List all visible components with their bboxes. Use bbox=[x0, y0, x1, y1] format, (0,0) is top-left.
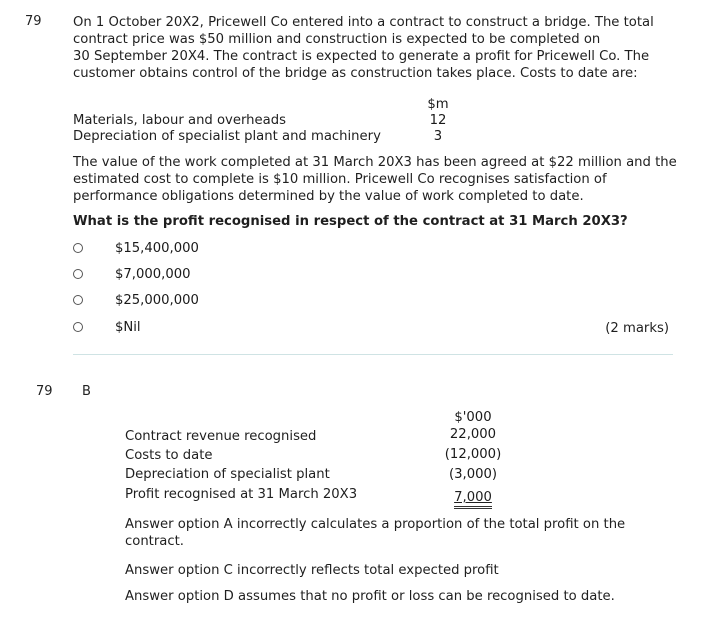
question-stem bbox=[73, 14, 654, 82]
stem-line: contract price was $50 million and construction is expected to be completed on bbox=[73, 32, 601, 47]
costs-row-value: 3 bbox=[433, 129, 443, 144]
answer-row-value: 22,000 bbox=[449, 427, 497, 442]
info-line: estimated cost to complete is $10 million. Pricewell Co recognises satisfaction of bbox=[73, 172, 607, 187]
answer-row-label: Depreciation of specialist plant bbox=[125, 467, 330, 482]
option-a[interactable] bbox=[73, 240, 673, 258]
question-info bbox=[73, 154, 677, 205]
option-label[interactable]: $7,000,000 bbox=[115, 267, 191, 282]
answer-letter: B bbox=[82, 384, 91, 399]
costs-row-label: Depreciation of specialist plant and machinery bbox=[73, 129, 381, 144]
explanation-line: Answer option D assumes that no profit or loss can be recognised to date. bbox=[125, 589, 615, 604]
answer-number: 79 bbox=[36, 384, 53, 399]
option-label[interactable]: $25,000,000 bbox=[115, 293, 199, 308]
option-label[interactable]: $15,400,000 bbox=[115, 241, 199, 256]
info-line: performance obligations determined by the value of work completed to date. bbox=[73, 189, 584, 204]
stem-line: 30 September 20X4. The contract is expected to generate a profit for Pricewell Co. The bbox=[73, 49, 650, 64]
stem-line: On 1 October 20X2, Pricewell Co entered into a contract to construct a bridge. The total bbox=[73, 15, 654, 30]
radio-button[interactable] bbox=[73, 243, 83, 253]
marks-label: (2 marks) bbox=[605, 321, 669, 336]
stem-line: customer obtains control of the bridge as construction takes place. Costs to date are: bbox=[73, 66, 638, 81]
answer-row-label: Contract revenue recognised bbox=[125, 429, 317, 444]
info-line: The value of the work completed at 31 March 20X3 has been agreed at $22 million and the bbox=[73, 155, 677, 170]
option-b[interactable] bbox=[73, 266, 673, 284]
divider bbox=[73, 354, 673, 355]
option-label[interactable]: $Nil bbox=[115, 320, 141, 335]
costs-unit-header: $m bbox=[427, 97, 449, 112]
answer-row-label: Costs to date bbox=[125, 448, 213, 463]
explanation-line: Answer option A incorrectly calculates a proportion of the total profit on the bbox=[125, 517, 626, 532]
answer-row-value: (3,000) bbox=[448, 467, 498, 482]
radio-button[interactable] bbox=[73, 269, 83, 279]
option-c[interactable] bbox=[73, 292, 673, 310]
answer-row-value: (12,000) bbox=[444, 447, 502, 462]
costs-row-label: Materials, labour and overheads bbox=[73, 113, 286, 128]
answer-row-value: 7,000 bbox=[454, 489, 492, 509]
answer-explanations bbox=[125, 516, 625, 550]
question-prompt: What is the profit recognised in respect of the contract at 31 March 20X3? bbox=[73, 214, 628, 229]
explanation-line: Answer option C incorrectly reflects total expected profit bbox=[125, 563, 499, 578]
answer-unit-header: $'000 bbox=[454, 410, 492, 425]
explanation-line: contract. bbox=[125, 534, 184, 549]
radio-button[interactable] bbox=[73, 322, 83, 332]
radio-button[interactable] bbox=[73, 295, 83, 305]
profit-total-cell bbox=[450, 486, 496, 509]
answer-row-label: Profit recognised at 31 March 20X3 bbox=[125, 487, 358, 502]
question-number: 79 bbox=[25, 14, 42, 29]
option-d[interactable] bbox=[73, 319, 673, 337]
costs-row-value: 12 bbox=[429, 113, 447, 128]
